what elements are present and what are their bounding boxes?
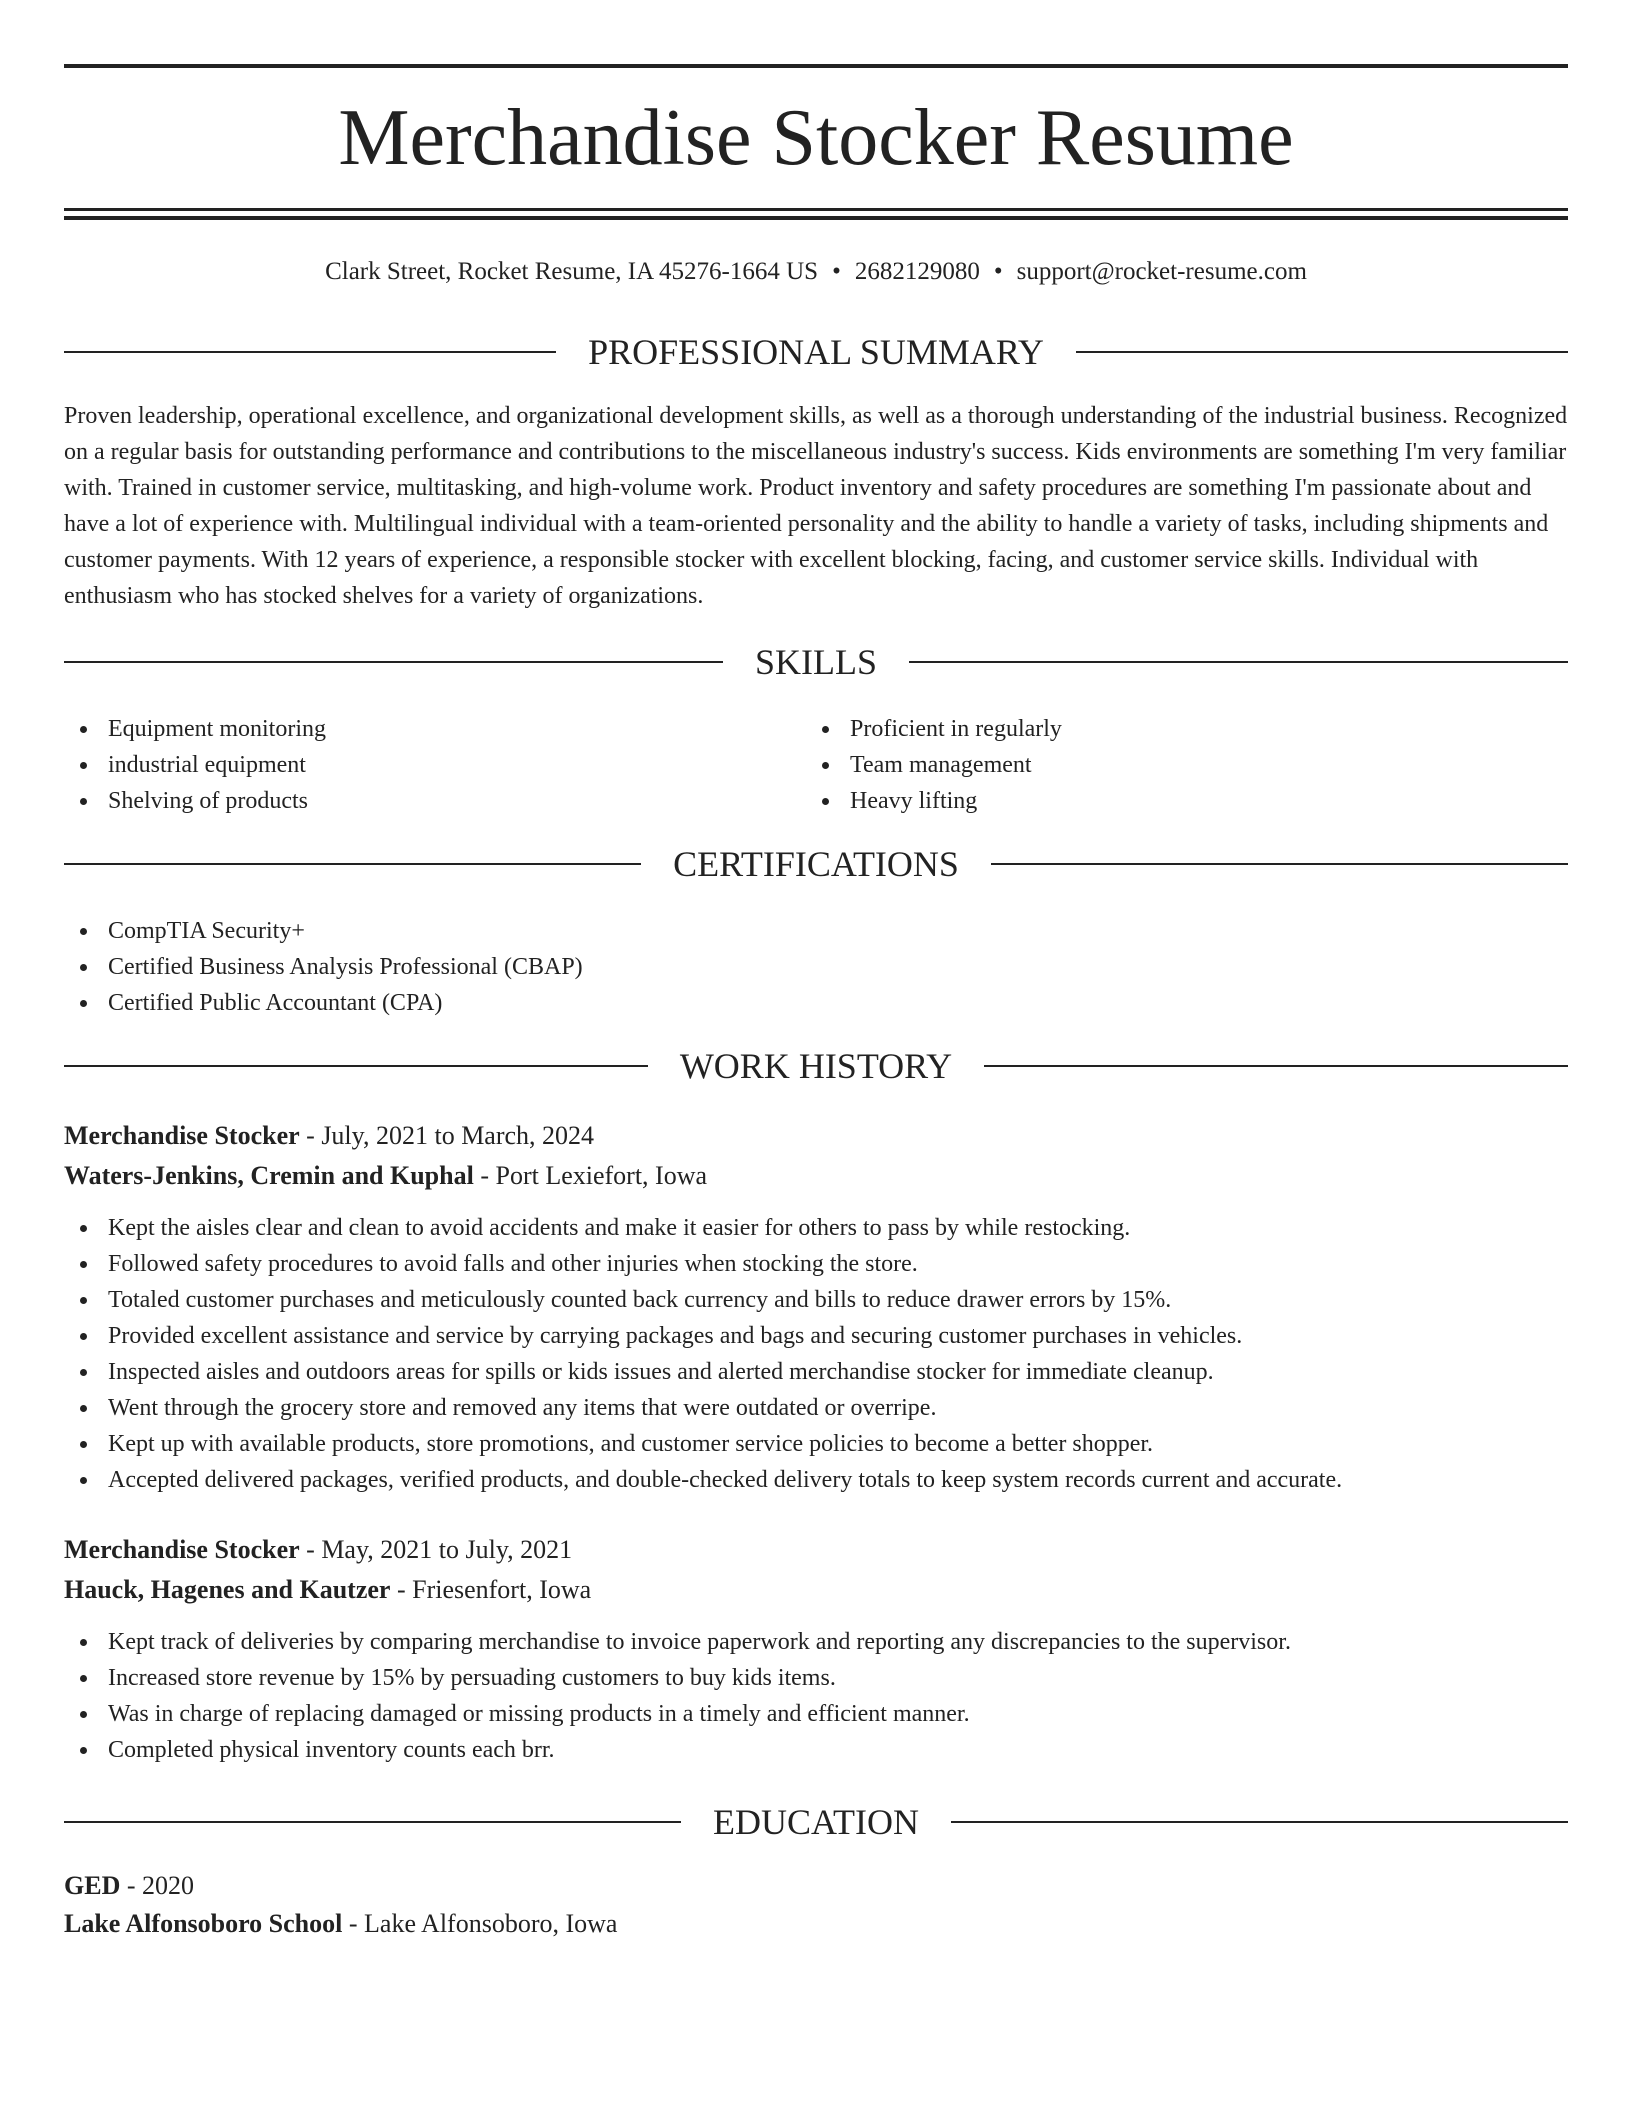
- heading-rule: [64, 1821, 681, 1823]
- job-duty: Was in charge of replacing damaged or missing products in a timely and efficient manner.: [64, 1696, 1568, 1732]
- job-duty: Kept the aisles clear and clean to avoid accidents and make it easier for others to pass by while restocking.: [64, 1210, 1568, 1246]
- heading-rule: [64, 863, 641, 865]
- skill-item: Team management: [806, 747, 1062, 783]
- job-company-line: [64, 1570, 1568, 1610]
- job-duty: Totaled customer purchases and meticulously counted back currency and bills to reduce drawer errors by 15%.: [64, 1282, 1568, 1318]
- school-name: Lake Alfonsoboro School: [64, 1909, 343, 1938]
- skills-list-left: [64, 711, 326, 819]
- company-location: - Friesenfort, Iowa: [390, 1575, 592, 1604]
- job-duty: Kept up with available products, store promotions, and customer service policies to become a better shopper.: [64, 1426, 1568, 1462]
- job-duties-list: [64, 1624, 1568, 1768]
- heading-rule: [909, 661, 1568, 663]
- title-double-rule: [64, 208, 1568, 220]
- degree: GED: [64, 1871, 121, 1900]
- heading-rule: [984, 1065, 1568, 1067]
- company-location: - Port Lexiefort, Iowa: [473, 1161, 708, 1190]
- resume-title: Merchandise Stocker Resume: [338, 94, 1294, 182]
- skill-item: Heavy lifting: [806, 783, 1062, 819]
- certification-item: Certified Public Accountant (CPA): [64, 985, 583, 1021]
- section-heading-skills: [64, 642, 1568, 682]
- top-rule: [64, 64, 1568, 68]
- heading-rule: [64, 351, 556, 353]
- heading-rule: [991, 863, 1568, 865]
- job-dates: - July, 2021 to March, 2024: [299, 1121, 595, 1150]
- job-duty: Increased store revenue by 15% by persuading customers to buy kids items.: [64, 1660, 1568, 1696]
- education-school-line: [64, 1904, 1568, 1944]
- company-name: Hauck, Hagenes and Kautzer: [64, 1575, 391, 1604]
- section-title: WORK HISTORY: [679, 1046, 953, 1086]
- section-title: PROFESSIONAL SUMMARY: [588, 332, 1044, 372]
- section-title: CERTIFICATIONS: [673, 844, 959, 884]
- heading-rule: [1076, 351, 1568, 353]
- contact-separator: •: [993, 258, 1003, 285]
- heading-rule: [951, 1821, 1568, 1823]
- job-title-line: [64, 1530, 1568, 1570]
- skill-item: Equipment monitoring: [64, 711, 326, 747]
- skill-item: Proficient in regularly: [806, 711, 1062, 747]
- heading-rule: [64, 661, 723, 663]
- certification-item: Certified Business Analysis Professional (CBAP): [64, 949, 583, 985]
- skill-item: Shelving of products: [64, 783, 326, 819]
- job-company-line: [64, 1156, 1568, 1196]
- job-dates: - May, 2021 to July, 2021: [299, 1535, 573, 1564]
- company-name: Waters-Jenkins, Cremin and Kuphal: [64, 1161, 474, 1190]
- school-location: - Lake Alfonsoboro, Iowa: [342, 1909, 618, 1938]
- certification-item: CompTIA Security+: [64, 913, 583, 949]
- job-title: Merchandise Stocker: [64, 1535, 300, 1564]
- degree-year: - 2020: [120, 1871, 195, 1900]
- job-title-line: [64, 1116, 1568, 1156]
- phone: 2682129080: [854, 258, 980, 285]
- email: support@rocket-resume.com: [1016, 258, 1307, 285]
- address: Clark Street, Rocket Resume, IA 45276-1664 US: [325, 258, 819, 285]
- job-duty: Provided excellent assistance and service by carrying packages and bags and securing customer purchases in vehicles.: [64, 1318, 1568, 1354]
- section-title: EDUCATION: [713, 1802, 919, 1842]
- section-heading-education: [64, 1802, 1568, 1842]
- contact-separator: •: [832, 258, 841, 285]
- heading-rule: [64, 1065, 648, 1067]
- section-heading-summary: [64, 332, 1568, 372]
- education-degree-line: [64, 1866, 1568, 1906]
- section-heading-certifications: [64, 844, 1568, 884]
- job-duty: Kept track of deliveries by comparing merchandise to invoice paperwork and reporting any discrepancies to the supervisor.: [64, 1624, 1568, 1660]
- skill-item: industrial equipment: [64, 747, 326, 783]
- section-title: SKILLS: [755, 642, 878, 682]
- job-duty: Completed physical inventory counts each brr.: [64, 1732, 1568, 1768]
- job-duties-list: [64, 1210, 1568, 1498]
- job-duty: Followed safety procedures to avoid falls and other injuries when stocking the store.: [64, 1246, 1568, 1282]
- contact-line: [64, 254, 1568, 290]
- job-title: Merchandise Stocker: [64, 1121, 300, 1150]
- certifications-list: [64, 913, 583, 1021]
- job-duty: Went through the grocery store and removed any items that were outdated or overripe.: [64, 1390, 1568, 1426]
- summary-text: Proven leadership, operational excellence, and organizational development skills, as well as a thorough understanding of the industrial business. Recognized on a regular basis for outstanding performance and contributions to the miscellaneous industry's success. Kids environments are something I'm very familiar with. Trained in customer service, multitasking, and high-volume work. Product inventory and safety procedures are something I'm passionate about and have a lot of experience with. Multilingual individual with a team-oriented personality and the ability to handle a variety of tasks, including shipments and customer payments. With 12 years of experience, a responsible stocker with excellent blocking, facing, and customer service skills. Individual with enthusiasm who has stocked shelves for a variety of organizations.: [64, 403, 1568, 609]
- job-duty: Accepted delivered packages, verified products, and double-checked delivery totals to keep system records current and accurate.: [64, 1462, 1568, 1498]
- job-duty: Inspected aisles and outdoors areas for spills or kids issues and alerted merchandise stocker for immediate cleanup.: [64, 1354, 1568, 1390]
- section-heading-work-history: [64, 1046, 1568, 1086]
- skills-list-right: [806, 711, 1062, 819]
